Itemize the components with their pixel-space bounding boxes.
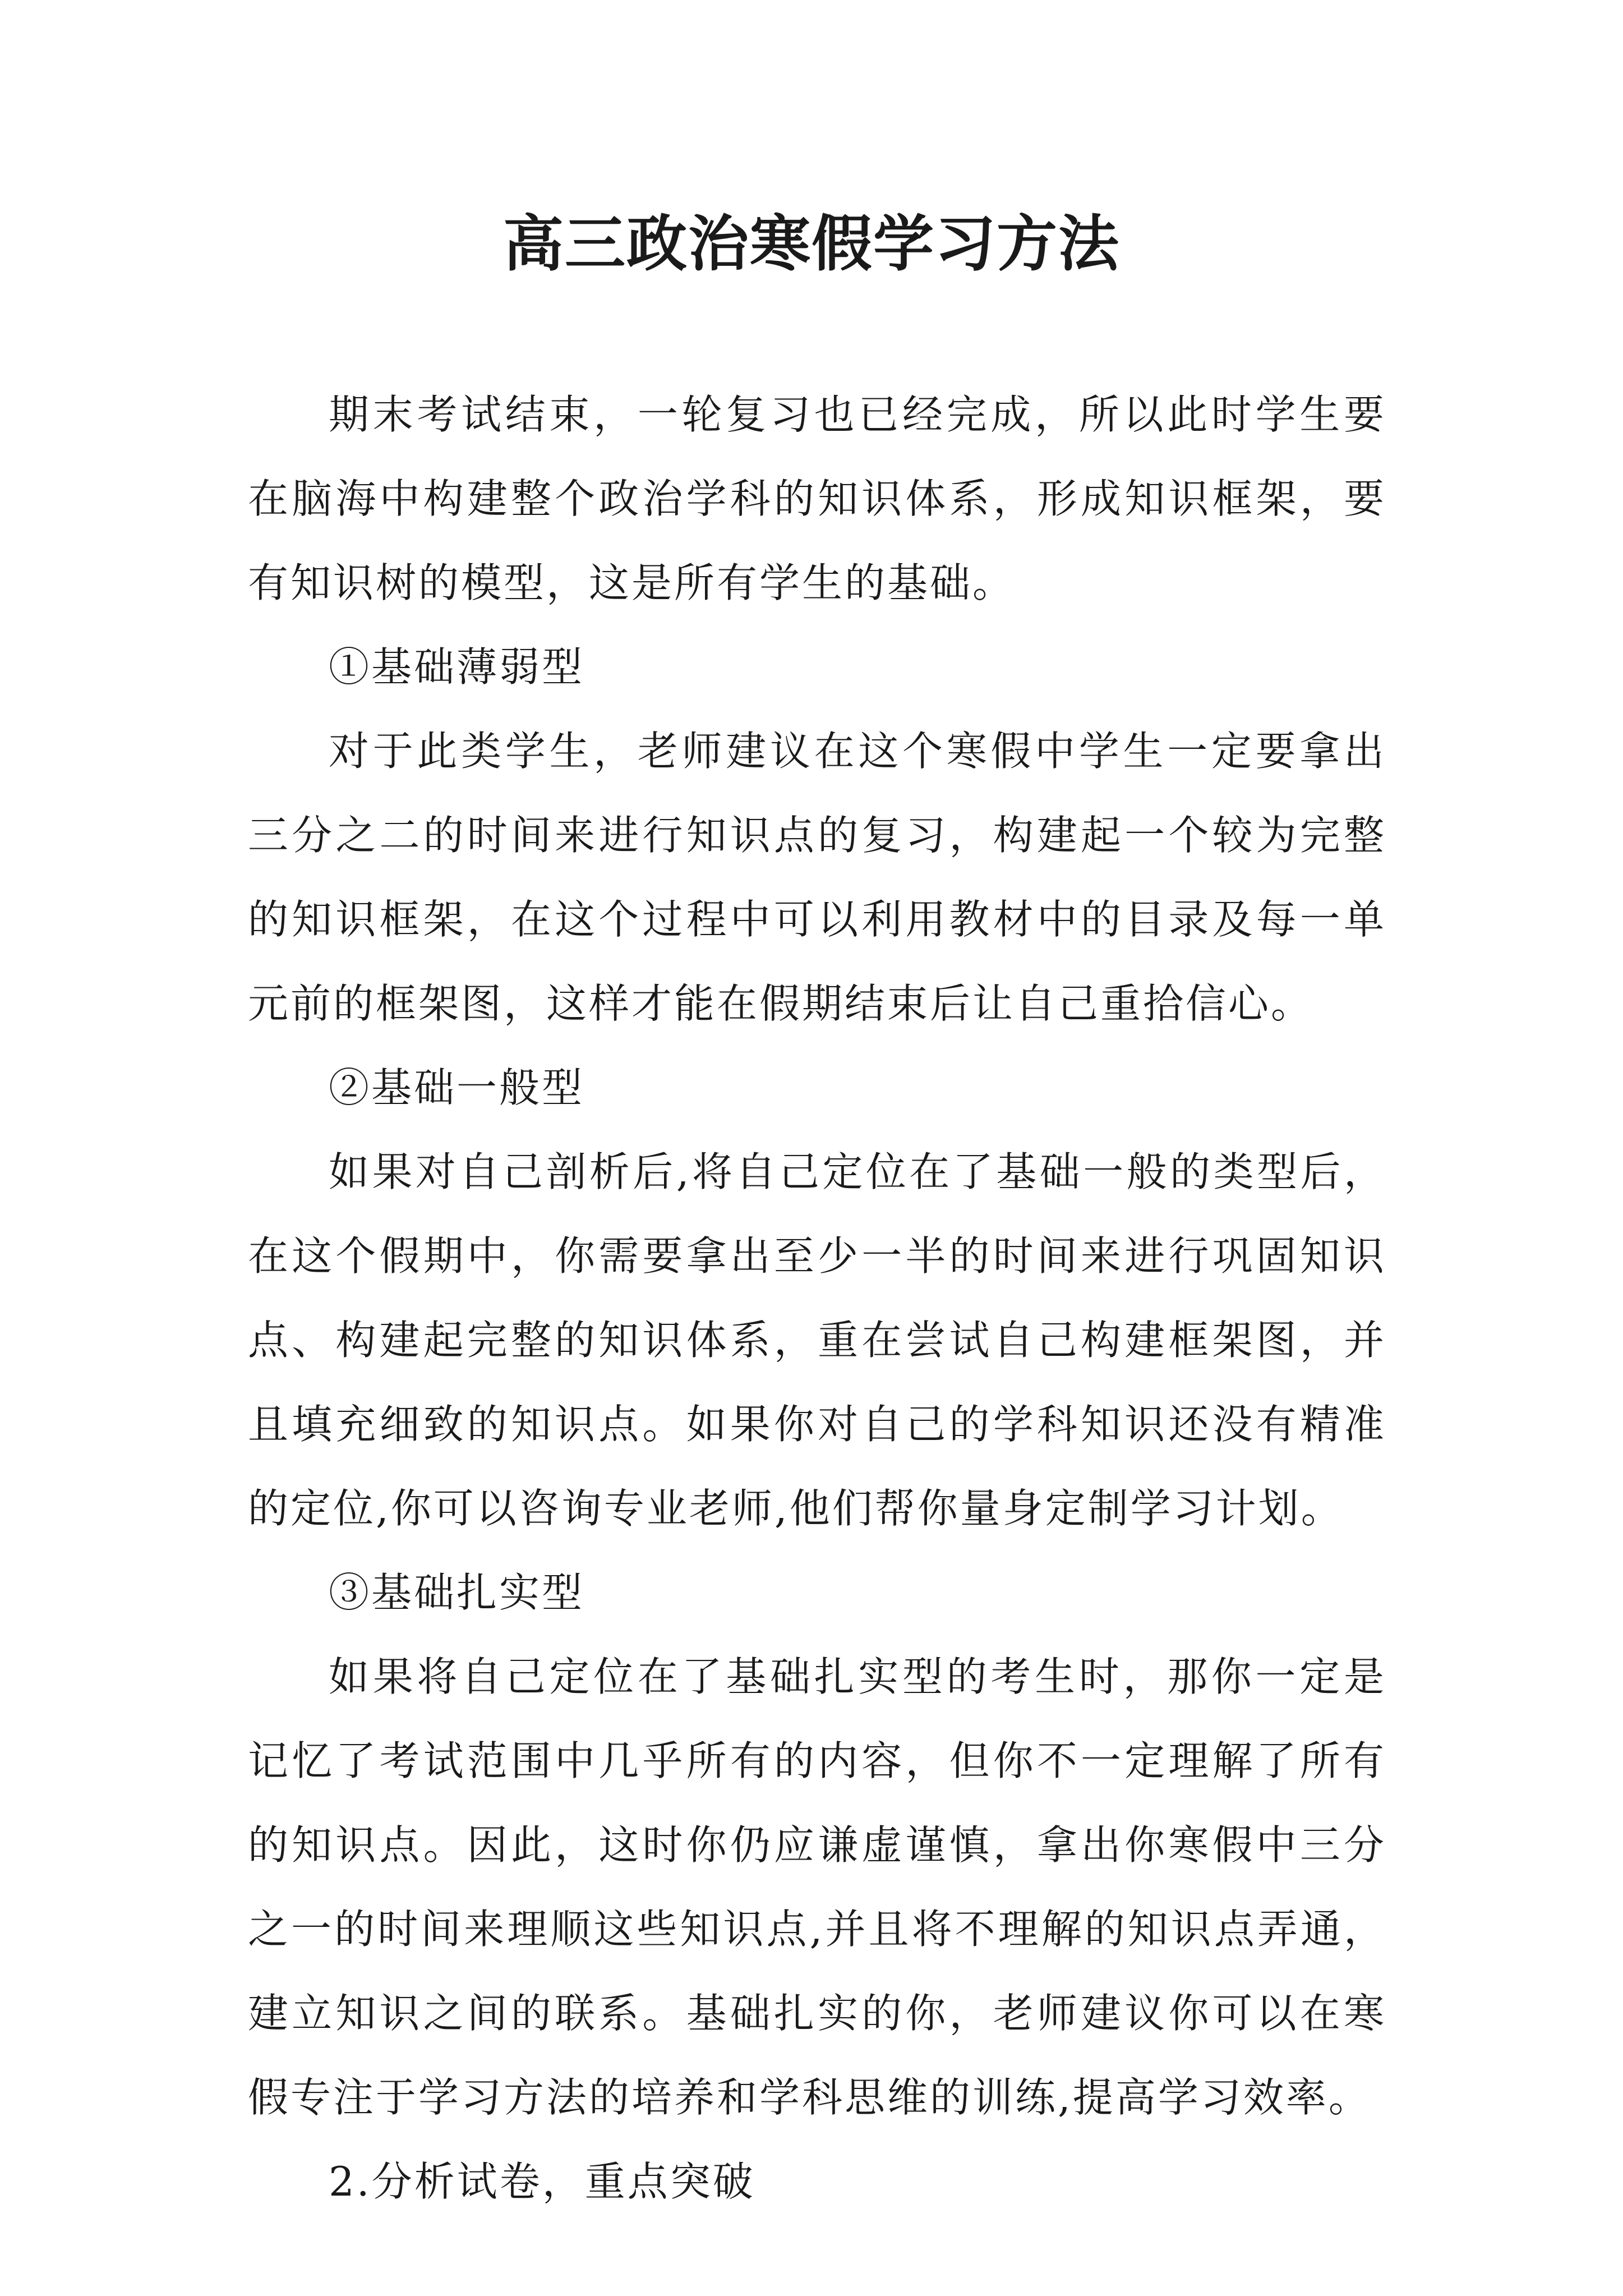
document-title: 高三政治寒假学习方法 bbox=[502, 209, 1120, 279]
average-foundation-paragraph: 如果对自己剖析后,将自己定位在了基础一般的类型后，在这个假期中，你需要拿出至少一半的时间来进行巩固知识点、构建起完整的知识体系，重在尝试自己构建框架图，并且填充细致的知识点。如果你对自己的学科知识还没有精准的定位,你可以咨询专业老师,他们帮你量身定制学习计划。 bbox=[248, 1148, 1386, 1532]
document-body bbox=[248, 372, 1386, 2224]
weak-foundation-paragraph: 对于此类学生，老师建议在这个寒假中学生一定要拿出三分之二的时间来进行知识点的复习，构建起一个较为完整的知识框架，在这个过程中可以利用教材中的目录及每一单元前的框架图，这样才能在假期结束后让自己重拾信心。 bbox=[248, 728, 1386, 1027]
section-heading-weak-foundation: ①基础薄弱型 bbox=[329, 643, 585, 691]
intro-paragraph: 期末考试结束，一轮复习也已经完成，所以此时学生要在脑海中构建整个政治学科的知识体系，形成知识框架，要有知识树的模型，这是所有学生的基础。 bbox=[248, 391, 1386, 606]
section-heading-average-foundation: ②基础一般型 bbox=[329, 1064, 585, 1111]
section-heading-analyze-papers: 2.分析试卷，重点突破 bbox=[329, 2158, 755, 2205]
solid-foundation-paragraph: 如果将自己定位在了基础扎实型的考生时，那你一定是记忆了考试范围中几乎所有的内容，但你不一定理解了所有的知识点。因此，这时你仍应谦虚谨慎，拿出你寒假中三分之一的时间来理顺这些知识点,并且将不理解的知识点弄通，建立知识之间的联系。基础扎实的你，老师建议你可以在寒假专注于学习方法的培养和学科思维的训练,提高学习效率。 bbox=[248, 1653, 1386, 2121]
section-heading-solid-foundation: ③基础扎实型 bbox=[329, 1569, 585, 1616]
